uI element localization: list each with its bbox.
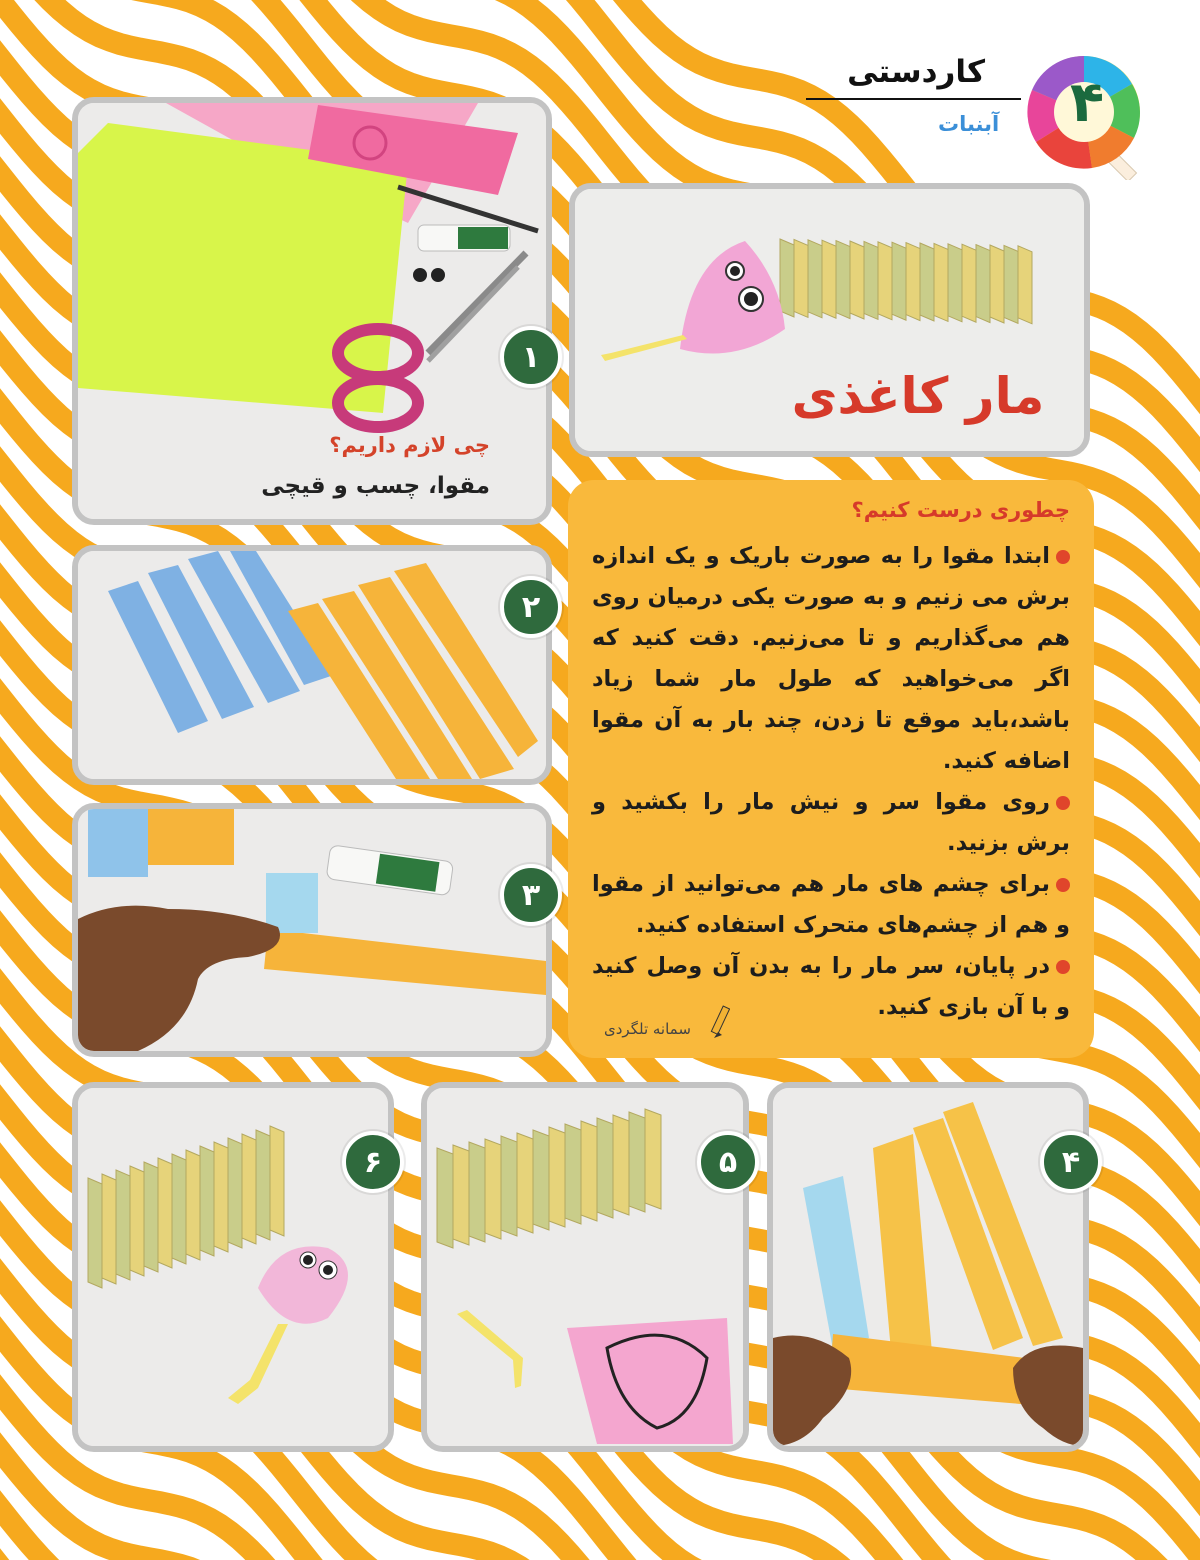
accordion-fold xyxy=(130,1166,144,1276)
bullet-icon xyxy=(1056,796,1070,810)
howto-question: چطوری درست کنیم؟ xyxy=(851,498,1070,522)
accordion-fold xyxy=(581,1121,597,1221)
accordion-fold xyxy=(1018,246,1032,324)
accordion-fold xyxy=(962,244,976,322)
glue-illustration xyxy=(78,809,546,1051)
accordion-fold xyxy=(158,1158,172,1268)
page-number: ۴ xyxy=(1069,70,1105,135)
accordion-fold xyxy=(453,1145,469,1245)
section-title: کاردستی xyxy=(847,54,985,90)
attach-head-illustration xyxy=(78,1088,388,1446)
photo-finished-snake xyxy=(569,183,1090,457)
needs-question: چی لازم داریم؟ xyxy=(329,433,490,457)
accordion-fold xyxy=(780,239,794,317)
draw-head-illustration xyxy=(427,1088,743,1446)
accordion-fold xyxy=(565,1124,581,1224)
fold-strips-illustration xyxy=(773,1088,1083,1446)
page-header xyxy=(800,40,1160,180)
accordion-fold xyxy=(501,1136,517,1236)
instruction-step-3: برای چشم های مار هم می‌توانید از مقوا و هم از چشم‌های متحرک استفاده کنید. xyxy=(592,871,1070,938)
photo-step-5 xyxy=(421,1082,749,1452)
header-divider xyxy=(806,98,1021,100)
bullet-icon xyxy=(1056,960,1070,974)
accordion-fold xyxy=(920,243,934,321)
accordion-fold xyxy=(629,1112,645,1212)
strips-illustration xyxy=(78,551,546,779)
pencil-icon xyxy=(710,1004,730,1044)
accordion-fold xyxy=(808,240,822,318)
accordion-fold xyxy=(948,244,962,322)
accordion-fold xyxy=(116,1170,130,1280)
accordion-fold xyxy=(822,240,836,318)
accordion-fold xyxy=(437,1148,453,1248)
accordion-fold xyxy=(186,1150,200,1260)
accordion-fold xyxy=(102,1174,116,1284)
photo-step-2 xyxy=(72,545,552,785)
accordion-fold xyxy=(469,1142,485,1242)
accordion-fold xyxy=(242,1134,256,1244)
instruction-step-1: ابتدا مقوا را به صورت باریک و یک اندازه برش می زنیم و به صورت یکی درمیان روی هم می‌گذاریم و تا می‌زنیم. دقت کنید که اگر می‌خواهید که طول مار شما زیاد باشد،باید موقع تا زدن، چند بار به آن مقوا اضافه کنید. xyxy=(592,543,1070,774)
accordion-fold xyxy=(214,1142,228,1252)
accordion-fold xyxy=(256,1130,270,1240)
accordion-fold xyxy=(836,241,850,319)
accordion-fold xyxy=(485,1139,501,1239)
photo-step-3 xyxy=(72,803,552,1057)
bullet-icon xyxy=(1056,550,1070,564)
step-badge-6: ۶ xyxy=(342,1131,404,1193)
instruction-step-4: در پایان، سر مار را به بدن آن وصل کنید و با آن بازی کنید. xyxy=(592,953,1070,1020)
article-title: مار کاغذی xyxy=(791,367,1045,425)
step-badge-3: ۳ xyxy=(500,864,562,926)
author-name: سمانه تلگردی xyxy=(604,1020,691,1038)
step-badge-1: ۱ xyxy=(500,326,562,388)
photo-step-4 xyxy=(767,1082,1089,1452)
photo-step-6 xyxy=(72,1082,394,1452)
step-badge-5: ۵ xyxy=(697,1131,759,1193)
magazine-logo: آبنبات xyxy=(938,112,1000,136)
accordion-fold xyxy=(270,1126,284,1236)
accordion-fold xyxy=(850,241,864,319)
photo-materials xyxy=(72,97,552,525)
accordion-fold xyxy=(906,243,920,321)
accordion-fold xyxy=(976,245,990,323)
needs-answer: مقوا، چسب و قیچی xyxy=(261,473,490,499)
accordion-fold xyxy=(517,1133,533,1233)
instruction-step-2: روی مقوا سر و نیش مار را بکشید و برش بزنید. xyxy=(592,789,1070,856)
accordion-fold xyxy=(864,241,878,319)
accordion-fold xyxy=(549,1127,565,1227)
accordion-fold xyxy=(990,245,1004,323)
accordion-fold xyxy=(172,1154,186,1264)
accordion-fold xyxy=(613,1115,629,1215)
instructions-panel xyxy=(568,480,1094,1058)
step-badge-2: ۲ xyxy=(500,576,562,638)
bullet-icon xyxy=(1056,878,1070,892)
accordion-fold xyxy=(645,1109,661,1209)
accordion-fold xyxy=(200,1146,214,1256)
accordion-fold xyxy=(88,1178,102,1288)
accordion-fold xyxy=(228,1138,242,1248)
accordion-fold xyxy=(533,1130,549,1230)
accordion-fold xyxy=(1004,245,1018,323)
accordion-fold xyxy=(597,1118,613,1218)
accordion-fold xyxy=(934,243,948,321)
accordion-fold xyxy=(878,242,892,320)
step-badge-4: ۴ xyxy=(1040,1131,1102,1193)
accordion-fold xyxy=(892,242,906,320)
accordion-fold xyxy=(144,1162,158,1272)
accordion-fold xyxy=(794,239,808,317)
